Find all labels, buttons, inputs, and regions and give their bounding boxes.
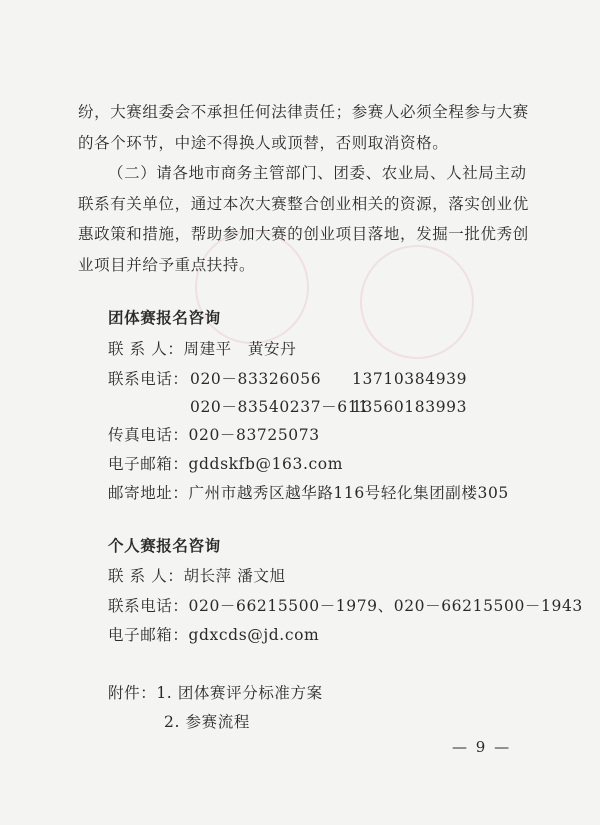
team-phone-row: [108, 369, 540, 389]
individual-phone-label: 联系电话：: [108, 597, 189, 615]
individual-heading: 个人赛报名咨询: [108, 536, 221, 555]
attachments-row: [108, 683, 540, 703]
individual-contact-row: [108, 566, 540, 586]
team-contact-value: 周建平 黄安丹: [183, 340, 297, 358]
para2-line4: 业项目并给予重点扶持。: [78, 256, 256, 274]
para1-line2: 的各个环节，中途不得换人或顶替，否则取消资格。: [78, 134, 449, 152]
team-email-label: 电子邮箱：: [108, 455, 189, 473]
team-fax-label: 传真电话：: [108, 426, 189, 444]
team-phone1: 020－83326056: [190, 370, 322, 388]
team-fax-value: 020－83725073: [188, 426, 320, 444]
para2-line2: 联系有关单位，通过本次大赛整合创业相关的资源，落实创业优: [78, 195, 529, 213]
team-phone2: 020－83540237－611: [190, 398, 369, 416]
individual-phone-row: [108, 596, 583, 616]
individual-email-row: [108, 625, 540, 645]
attachment-item-2: 2. 参赛流程: [164, 713, 250, 731]
individual-email-label: 电子邮箱：: [108, 626, 189, 644]
para2-line3: 惠政策和措施，帮助参加大赛的创业项目落地，发掘一批优秀创: [78, 225, 529, 243]
individual-email-value: gdxcds@jd.com: [188, 626, 320, 644]
attachments-label: 附件：: [108, 684, 157, 702]
team-email-row: [108, 454, 540, 474]
individual-contact-value: 胡长萍 潘文旭: [183, 567, 286, 585]
team-fax-row: [108, 425, 540, 445]
team-heading: 团体赛报名咨询: [108, 308, 221, 327]
team-address-row: [108, 483, 540, 503]
team-mobile2: 13560183993: [352, 398, 468, 416]
individual-contact-label: 联 系 人：: [108, 567, 184, 585]
attachment-item-1: 1. 团体赛评分标准方案: [156, 684, 323, 702]
team-address-label: 邮寄地址：: [108, 484, 189, 502]
individual-phone-value: 020－66215500－1979、020－66215500－1943: [188, 597, 583, 615]
team-email-value: gddskfb@163.com: [188, 455, 344, 473]
team-mobile1: 13710384939: [352, 370, 468, 388]
para1-line1: 纷，大赛组委会不承担任何法律责任；参赛人必须全程参与大赛: [78, 103, 529, 121]
team-contact-row: [108, 339, 540, 359]
team-phone-label: 联系电话：: [108, 370, 189, 388]
page-number: — 9 —: [452, 738, 512, 756]
para2-line1: （二）请各地市商务主管部门、团委、农业局、人社局主动: [108, 164, 527, 182]
team-contact-label: 联 系 人：: [108, 340, 184, 358]
team-address-value: 广州市越秀区越华路116号轻化集团副楼305: [188, 484, 509, 502]
